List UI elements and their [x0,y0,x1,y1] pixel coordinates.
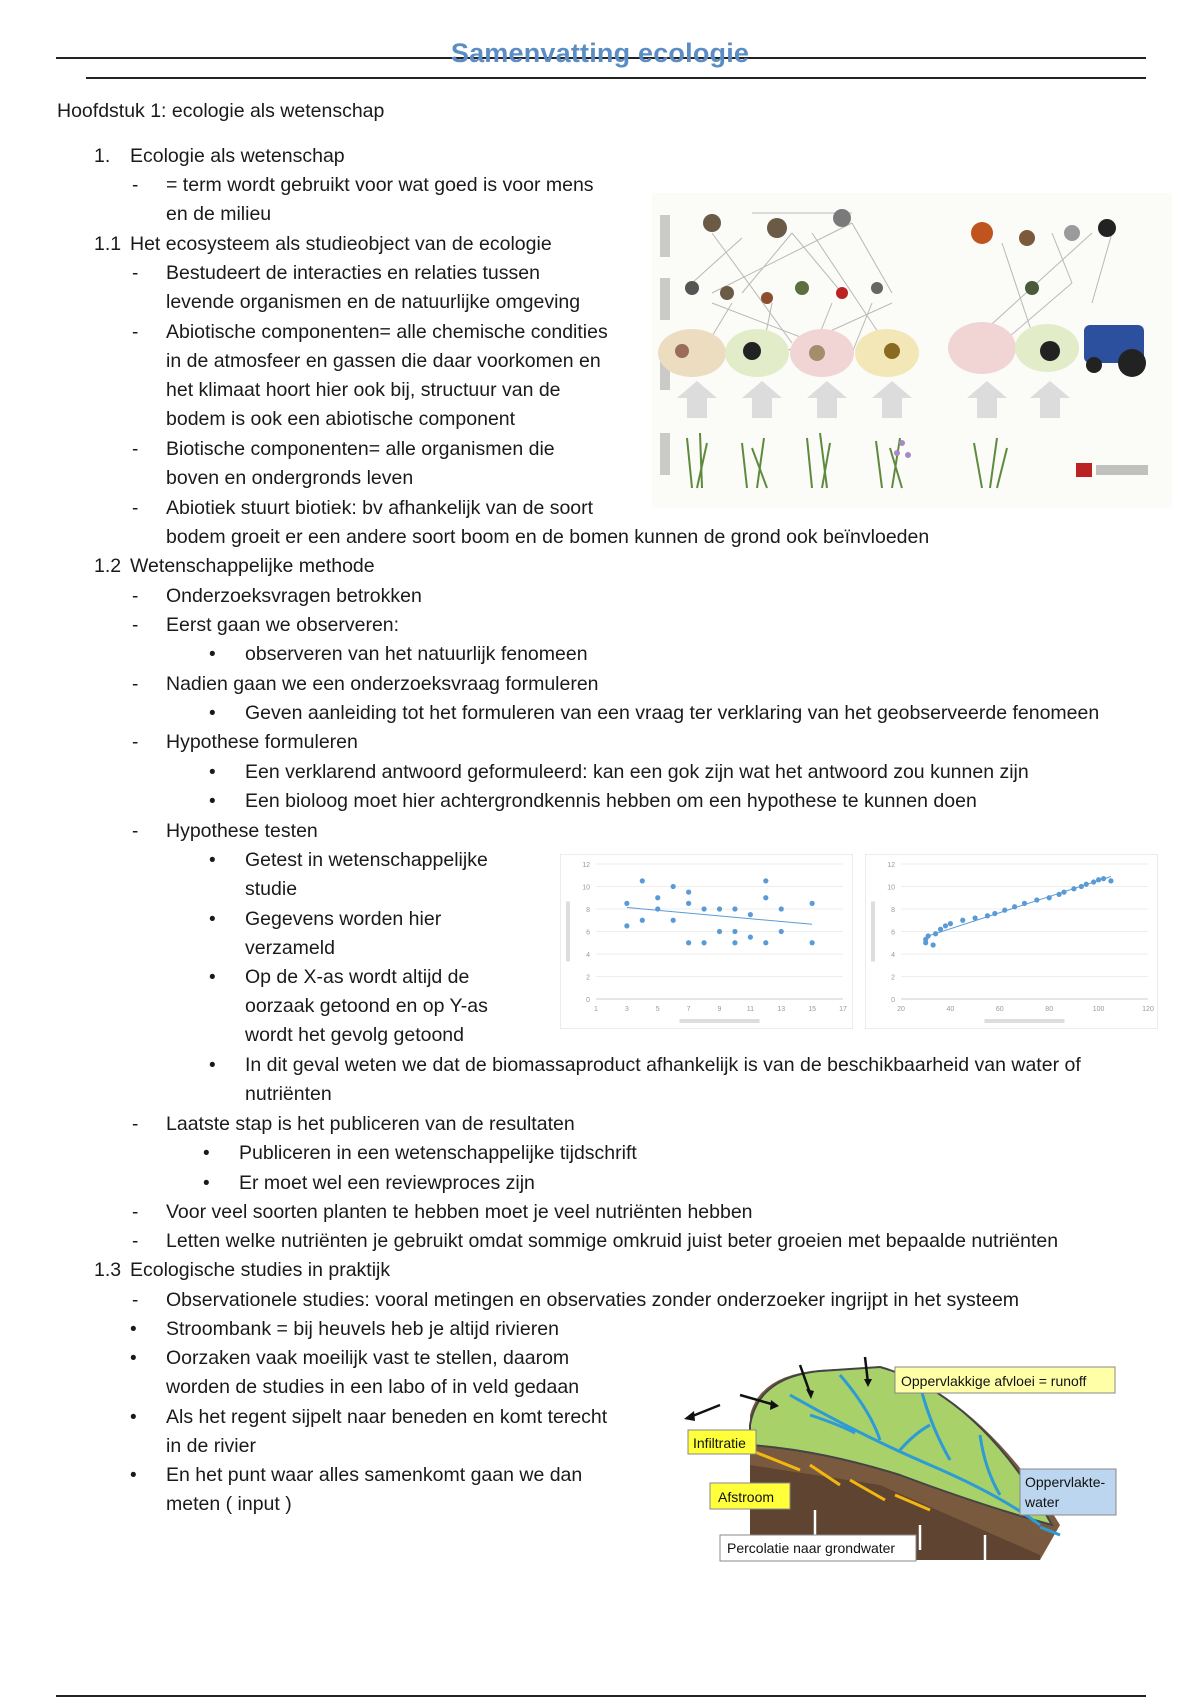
data-point [763,895,768,900]
y-tick-label: 0 [586,997,590,1004]
data-point [985,913,990,918]
data-point [748,912,753,917]
list-item: En het punt waar alles samenkomt gaan we dan [166,1464,583,1486]
data-point [1047,895,1052,900]
list-item: Stroombank = bij heuvels heb je altijd rivieren [166,1318,559,1340]
data-point [671,918,676,923]
x-tick-label: 40 [946,1006,955,1013]
data-point [748,935,753,940]
dot-bullet: • [203,1143,210,1164]
list-item: Eerst gaan we observeren: [166,614,400,636]
y-tick-label: 8 [891,907,895,914]
dot-bullet: • [209,644,216,665]
sub-list-item: Op de X-as wordt altijd de [245,966,470,988]
section-title: Ecologische studies in praktijk [130,1259,391,1281]
x-tick-label: 13 [777,1006,786,1013]
data-point [992,911,997,916]
dot-bullet: • [130,1319,137,1340]
x-tick-label: 7 [686,1006,691,1013]
dash-bullet: - [132,1202,139,1223]
dash-bullet: - [132,821,139,842]
data-point [1034,897,1039,902]
dash-bullet: - [132,1290,139,1311]
y-tick-label: 12 [887,862,895,869]
dot-bullet: • [130,1465,137,1486]
scatter-chart-nutrients [865,854,1158,1029]
document-title: Samenvatting ecologie [450,38,750,68]
data-point [655,895,660,900]
data-point [640,918,645,923]
scatter-chart-water [560,854,853,1029]
section-title: Ecologie als wetenschap [130,145,345,167]
data-point [1012,904,1017,909]
data-point [1079,884,1084,889]
list-item: het klimaat hoort hier ook bij, structuur van de [166,379,561,401]
list-item: levende organismen en de natuurlijke omgeving [166,291,581,313]
y-axis-title-blur [871,902,875,962]
y-axis-title-blur [566,902,570,962]
data-point [732,929,737,934]
data-point [686,890,691,895]
data-point [671,884,676,889]
list-item: en de milieu [166,203,272,225]
dash-bullet: - [132,1114,139,1135]
data-point [640,878,645,883]
list-item: bodem groeit er een andere soort boom en de bomen kunnen de grond ook beïnvloeden [166,526,930,548]
list-item: Nadien gaan we een onderzoeksvraag formuleren [166,673,599,695]
dash-bullet: - [132,1231,139,1252]
x-tick-label: 11 [746,1006,755,1013]
afstroom-label: Afstroom [718,1489,775,1505]
runoff-hill-diagram [680,1355,1120,1570]
x-tick-label: 1 [594,1006,598,1013]
list-item: Letten welke nutriënten je gebruikt omdat sommige omkruid juist beter groeien met bepaalde nutriënten [166,1230,1059,1252]
data-point [763,940,768,945]
dash-bullet: - [132,674,139,695]
section-title: Het ecosysteem als studieobject van de ecologie [130,233,552,255]
data-point [1096,877,1101,882]
data-point [948,921,953,926]
y-tick-label: 4 [891,952,895,959]
list-item: Biotische componenten= alle organismen die [166,438,555,460]
dot-bullet: • [209,703,216,724]
data-point [1071,886,1076,891]
dot-bullet: • [209,791,216,812]
x-tick-label: 100 [1092,1006,1105,1013]
header-rule-bottom [86,77,1146,79]
sub-list-item: studie [245,878,298,900]
sub-list-item: verzameld [245,937,335,959]
list-item: Oorzaken vaak moeilijk vast te stellen, daarom [166,1347,570,1369]
data-point [732,940,737,945]
dash-bullet: - [132,732,139,753]
x-tick-label: 120 [1142,1006,1154,1013]
sub-list-item: nutriënten [245,1083,332,1105]
y-tick-label: 2 [586,974,590,982]
data-point [810,901,815,906]
list-item: Als het regent sijpelt naar beneden en komt terecht [166,1406,608,1428]
list-item: Hypothese formuleren [166,731,358,753]
chapter-heading: Hoofdstuk 1: ecologie als wetenschap [57,100,385,122]
data-point [943,923,948,928]
data-point [973,915,978,920]
sub-list-item: oorzaak getoond en op Y-as [245,995,488,1017]
section-number: 1.2 [94,555,122,577]
sub-list-item: observeren van het natuurlijk fenomeen [245,643,588,665]
list-item: Voor veel soorten planten te hebben moet je veel nutriënten hebben [166,1201,753,1223]
x-tick-label: 3 [624,1006,629,1013]
dot-bullet: • [130,1407,137,1428]
section-title: Wetenschappelijke methode [130,555,375,577]
data-point [1084,882,1089,887]
list-item: bodem is ook een abiotische component [166,408,516,430]
list-item: in de atmosfeer en gassen die daar voorkomen en [166,350,601,372]
list-item: Abiotiek stuurt biotiek: bv afhankelijk van de soort [166,497,594,519]
x-axis-title-blur [680,1019,760,1023]
dot-bullet: • [130,1348,137,1369]
x-tick-label: 17 [839,1006,847,1013]
y-tick-label: 10 [582,884,590,892]
data-point [732,906,737,911]
list-item: Onderzoeksvragen betrokken [166,585,422,607]
x-tick-label: 20 [897,1006,905,1013]
chart-frame [560,854,853,1029]
data-point [933,931,938,936]
y-tick-label: 0 [891,997,895,1004]
sub-list-item: Getest in wetenschappelijke [245,849,488,871]
x-tick-label: 80 [1045,1006,1054,1013]
data-point [779,929,784,934]
percolatie-label: Percolatie naar grondwater [727,1540,896,1556]
dash-bullet: - [132,498,139,519]
dot-bullet: • [203,1173,210,1194]
list-item: Observationele studies: vooral metingen en observaties zonder onderzoeker ingrijpt in het systeem [166,1289,1020,1311]
data-point [1061,890,1066,895]
water-label-line1: Oppervlakte- [1025,1474,1106,1490]
list-item: Abiotische componenten= alle chemische condities [166,321,608,343]
infiltratie-label: Infiltratie [693,1435,746,1451]
list-item: = term wordt gebruikt voor wat goed is voor mens [166,174,594,196]
list-item: Laatste stap is het publiceren van de resultaten [166,1113,575,1135]
data-point [717,929,722,934]
data-point [960,918,965,923]
data-point [1101,876,1106,881]
list-item: in de rivier [166,1435,256,1457]
list-item: worden de studies in een labo of in veld gedaan [166,1376,580,1398]
sub-list-item: wordt het gevolg getoond [245,1024,464,1046]
data-point [701,940,706,945]
x-axis-title-blur [985,1019,1065,1023]
dash-bullet: - [132,322,139,343]
section-number: 1.3 [94,1259,122,1281]
list-item: Bestudeert de interacties en relaties tussen [166,262,540,284]
y-tick-label: 10 [887,884,895,892]
list-item: meten ( input ) [166,1493,292,1515]
dash-bullet: - [132,439,139,460]
data-point [779,906,784,911]
sub-list-item: Een bioloog moet hier achtergrondkennis hebben om een hypothese te kunnen doen [245,790,977,812]
data-point [763,878,768,883]
sub-list-item: Geven aanleiding tot het formuleren van een vraag ter verklaring van het geobserveerde fenomeen [245,702,1100,724]
data-point [926,933,931,938]
data-point [717,906,722,911]
dot-bullet: • [209,850,216,871]
y-tick-label: 8 [586,907,590,914]
data-point [624,923,629,928]
dot-bullet: • [209,967,216,988]
y-tick-label: 6 [891,929,895,937]
dash-bullet: - [132,175,139,196]
y-tick-label: 6 [586,929,590,937]
section-number: 1. [94,145,111,167]
data-point [686,901,691,906]
food-web-image [652,193,1172,508]
data-point [1108,878,1113,883]
x-tick-label: 60 [995,1006,1004,1013]
list-item: Hypothese testen [166,820,318,842]
dash-bullet: - [132,586,139,607]
sub-list-item: Gegevens worden hier [245,908,442,930]
runoff-label: Oppervlakkige afvloei = runoff [901,1373,1087,1389]
dot-bullet: • [209,909,216,930]
section-number: 1.1 [94,233,122,255]
data-point [1002,908,1007,913]
dot-bullet: • [209,762,216,783]
data-point [1022,901,1027,906]
y-tick-label: 2 [891,974,895,982]
data-point [701,906,706,911]
x-tick-label: 5 [655,1006,660,1013]
data-point [1091,879,1096,884]
data-point [686,940,691,945]
water-label-line2: water [1025,1494,1060,1510]
x-tick-label: 9 [717,1006,722,1013]
data-point [1056,892,1061,897]
data-point [938,927,943,932]
sub-list-item: Publiceren in een wetenschappelijke tijdschrift [239,1142,637,1164]
dash-bullet: - [132,615,139,636]
y-tick-label: 12 [582,862,590,869]
sub-list-item: Een verklarend antwoord geformuleerd: kan een gok zijn wat het antwoord zou kunnen zijn [245,761,1029,783]
dot-bullet: • [209,1055,216,1076]
data-point [810,940,815,945]
data-point [931,942,936,947]
footer-rule [56,1695,1146,1697]
data-point [624,901,629,906]
list-item: boven en ondergronds leven [166,467,414,489]
y-tick-label: 4 [586,952,590,959]
data-point [655,906,660,911]
dash-bullet: - [132,263,139,284]
sub-list-item: Er moet wel een reviewproces zijn [239,1172,535,1194]
sub-list-item: In dit geval weten we dat de biomassaproduct afhankelijk is van de beschikbaarheid van water of [245,1054,1081,1076]
chart-frame [865,854,1158,1029]
x-tick-label: 15 [808,1006,817,1013]
